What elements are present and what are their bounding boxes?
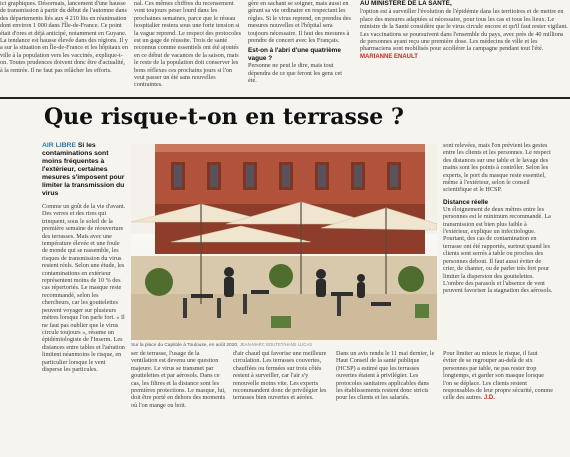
terrace-photo-illustration	[131, 144, 437, 340]
top-column-1: ici graphiques. Désormais, lancement d'une hausse de transmission à partir du début de l'automne dans des départements liés aux 4 210 lits en réanimation dont environ 1 000 dans l'Île-de-France. Ce point était d'ores et déjà anticipé, notamment en Guyane. La tendance est hausse élevée dans des régions. Il y a sur la situation en Île-de-France et les hôpitaux en ville à la population vers les vaccinés, explique-t-on. Toutes prudences doivent donc être d'actualité, à la rentrée. Il ne faut pas relâcher les efforts.	[0, 0, 128, 74]
section-divider	[0, 97, 570, 99]
photo-caption-text: Sur la place du Capitole à Toulouse, en août 2020.	[131, 343, 239, 348]
terrace-photo	[131, 144, 437, 340]
top-column-3-tail: Personne ne peut le dire, mais tout dépendra de ce que feront les gens cet été.	[248, 62, 342, 85]
bottom-column-4	[443, 350, 553, 457]
article-headline: Que risque-t-on en terrasse ?	[44, 104, 404, 130]
top-column-3-text: gère en sachant se soigner, mais aussi en gérant sa vie ordinaire en respectant les règles. Si le virus reprend, on prendra des mesures nouvelles et l'hôpital sera toujours nécessaire. Il faut des mesures à prendre de concert avec les Français.	[248, 0, 351, 45]
top-column-4	[360, 0, 570, 96]
bottom-column-4-text: Pour limiter au mieux le risque, il faut éviter de se regrouper au-delà de six personnes par table, ne pas rester trop longtemps, et garder son masque lorsque l'on se déplace. Les clients restent responsables de leur propre sécurité, comme celle des autres.	[443, 350, 553, 402]
photo-caption	[131, 342, 437, 348]
lead-intro-text: Si les contaminations sont moins fréquentes à l'extérieur, certaines mesures s'imposent pour limiter la transmission du virus	[42, 142, 125, 197]
top-column-4-title: AU MINISTÈRE DE LA SANTÉ,	[360, 0, 452, 7]
lead-column	[42, 142, 126, 373]
right-column-top: sont relevées, mais l'on prévient les gestes entre les clients et les personnes. Le respect des distances sur une table et le lavage des mains sont les points à contrôler. Selon les experts, le port du masque reste essentiel, même à l'extérieur, selon le conseil scientifique et le HCSP.	[443, 142, 551, 194]
top-column-4-text: l'option est à surveiller l'évolution de l'épidémie dans les territoires et de mettre en place des mesures adaptées si nécessaire, pour tous les cas et tous les lieux. Le ministre de la Santé considère que le virus circule encore et qu'il faut rester vigilant. Les vaccinations se poursuivent dans l'ensemble du pays, avec près de 40 millions de personnes ayant reçu une première dose. Les médecins de ville et les pharmaciens sont mobilisés pour accélérer la campagne pendant tout l'été.	[360, 8, 568, 53]
right-column	[443, 142, 553, 295]
bottom-column-2: d'air chaud qui favorise une meilleure circulation. Les terrasses couvertes, chauffées ou fermées sur trois côtés restent à surveiller, car l'air s'y renouvelle moins vite. Les experts recommandent donc de privilégier les terrasses bien ouvertes et aérées.	[233, 350, 327, 402]
lead-body: Comme un goût de la vie d'avant. Des verres et des rires qui trinquent, sous le soleil de la première semaine de réouverture des terrasses. Mais avec une température élevée et une foule de monde qui se rassemble, les risques de transmission du virus restent réels. Selon une étude, les contaminations en extérieur représentent moins de 10 % des cas répertoriés. Le masque reste recommandé, selon les chercheurs, car les gouttelettes peuvent voyager sur plusieurs mètres lorsque l'on parle fort. « Il ne faut pas oublier que le virus circule toujours », résume un épidémiologiste de l'Inserm. Les distances entre tables et l'aération limitent néanmoins le risque, en particulier lorsque le vent disperse les particules.	[42, 203, 126, 373]
right-column-subhead: Distance réelle	[443, 198, 489, 206]
bottom-column-1: ser de terrasse, l'usage de la ventilation est devenu une question majeure. Le virus se transmet par gouttelettes et par aérosols. Dans ce cas, les filtres et la distance sont les premières protections. Le masque, lui, doit être porté en dehors des moments où l'on mange ou boit.	[131, 350, 226, 409]
top-column-4-signature: MARIANNE ENAULT	[360, 53, 418, 60]
right-column-body: Un éloignement de deux mètres entre les personnes est le minimum recommandé. La transmission est bien plus faible à l'extérieur, explique un infectiologue. Pourtant, des cas de contamination en terrasse ont été rapportés, surtout quand les clients sont serrés à table ou proches des personnes debout. Il faut aussi éviter de crier, de chanter, ou de parler très fort pour limiter la dispersion des gouttelettes. L'ombre des parasols et l'absence de vent peuvent favoriser la stagnation des aérosols.	[443, 205, 553, 295]
top-column-3	[248, 0, 352, 96]
lead-label: AIR LIBRE	[42, 142, 76, 149]
photo-credit: JEAN-MARC BOUTET/HANS LUCAS	[239, 342, 313, 347]
bottom-signature: J.D.	[483, 395, 495, 402]
top-section	[0, 0, 570, 96]
top-column-2: nal. Ces mêmes chiffres du recensement vont toujours peser lourd dans les prochaines semaines, parce que le réseau hospitalier restera sous une forte tension si la vague reprend. Le respect des protocoles est un gage de réussite. Trois de santé reconnus comme essentiels ont été ajoutés en ce début de vacances de la saison, mais le reste de la population doit conserver les bons réflexes ces prochains jours si l'on veut passer un été sans nouvelles contraintes.	[134, 0, 242, 89]
top-column-3-subhead: Est-on à l'abri d'une quatrième vague ?	[248, 47, 341, 62]
bottom-column-3: Dans un avis rendu le 11 mai dernier, le Haut Conseil de la santé publique (HCSP) a estimé que les terrasses ouvertes étaient à privilégier. Les protocoles sanitaires applicables dans les établissements restent donc stricts pour les clients et les salariés.	[336, 350, 435, 402]
lead-intro	[42, 142, 126, 198]
